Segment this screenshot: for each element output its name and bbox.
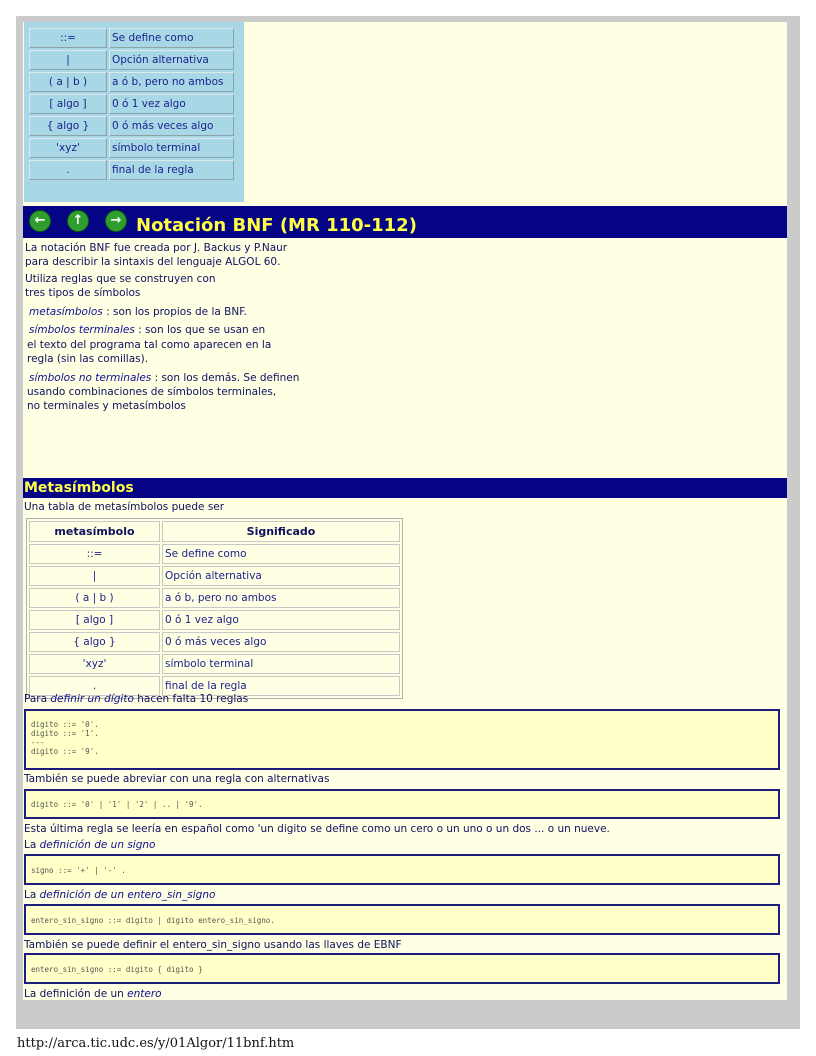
reading-text: Esta última regla se leería en español como 'un digito se define como un cero o un uno o un dos ... o un nueve. xyxy=(24,823,610,835)
document-page xyxy=(23,22,787,1000)
table-header-row: metasímbolo Significado xyxy=(29,521,400,542)
code-block-ebnf: entero_sin_signo ::= digito { digito } xyxy=(24,953,780,984)
intro-line-1: La notación BNF fue creada por J. Backus y P.Naur xyxy=(25,242,288,254)
metasymbol-table xyxy=(26,518,403,699)
page-title: Notación BNF (MR 110-112) xyxy=(136,215,417,236)
arrow-right-icon[interactable]: → xyxy=(105,210,127,232)
code-block-digit-rules: digito ::= '0'. digito ::= '1'. --- digito ::= '9'. xyxy=(24,709,780,770)
intro-line-4: tres tipos de símbolos xyxy=(25,287,141,299)
terminal-definition-line-3: regla (sin las comillas). xyxy=(27,353,149,365)
section-title: Metasímbolos xyxy=(24,480,134,496)
metasymbol-summary-table xyxy=(27,26,236,182)
table-row: ::= Se define como xyxy=(29,28,234,48)
unsigned-int-intro: La definición de un entero_sin_signo xyxy=(24,889,216,901)
arrow-left-icon[interactable]: ← xyxy=(29,210,51,232)
sign-intro: La definición de un signo xyxy=(24,839,156,851)
abbrev-text: También se puede abreviar con una regla con alternativas xyxy=(24,773,330,785)
code-block-digit-alternatives: digito ::= '0' | '1' | '2' | .. | '9'. xyxy=(24,789,780,819)
table-row: { algo } 0 ó más veces algo xyxy=(29,632,400,652)
table-row: ::= Se define como xyxy=(29,544,400,564)
table-row: | Opción alternativa xyxy=(29,566,400,586)
table-row: ( a | b ) a ó b, pero no ambos xyxy=(29,588,400,608)
table-row: [ algo ] 0 ó 1 vez algo xyxy=(29,610,400,630)
table-row: { algo } 0 ó más veces algo xyxy=(29,116,234,136)
nonterminal-definition-line-2: usando combinaciones de símbolos terminales, xyxy=(27,386,277,398)
nonterminal-definition-line-3: no terminales y metasímbolos xyxy=(27,400,186,412)
metasymbols-definition: metasímbolos : son los propios de la BNF. xyxy=(29,306,247,318)
integer-intro: La definición de un entero xyxy=(24,988,162,1000)
code-block-unsigned-int: entero_sin_signo ::= digito | digito entero_sin_signo. xyxy=(24,904,780,935)
section-header-metasimbolos xyxy=(23,478,787,498)
terminal-definition-line-2: el texto del programa tal como aparecen en la xyxy=(27,339,272,351)
nonterminal-definition-line-1: símbolos no terminales : son los demás. Se definen xyxy=(29,372,300,384)
source-url: http://arca.tic.udc.es/y/01Algor/11bnf.htm xyxy=(17,1036,295,1051)
table-row: . final de la regla xyxy=(29,160,234,180)
table-row: 'xyz' símbolo terminal xyxy=(29,654,400,674)
arrow-up-icon[interactable]: ↑ xyxy=(67,210,89,232)
section-header-notacion-bnf xyxy=(23,206,787,238)
intro-line-3: Utiliza reglas que se construyen con xyxy=(25,273,216,285)
table-intro: Una tabla de metasímbolos puede ser xyxy=(24,501,225,513)
table-row: [ algo ] 0 ó 1 vez algo xyxy=(29,94,234,114)
table-row: 'xyz' símbolo terminal xyxy=(29,138,234,158)
metasymbol-summary-box xyxy=(24,22,244,202)
table-row: . final de la regla xyxy=(29,676,400,696)
table-row: | Opción alternativa xyxy=(29,50,234,70)
table-row: ( a | b ) a ó b, pero no ambos xyxy=(29,72,234,92)
digit-intro: Para definir un dígito hacen falta 10 reglas xyxy=(24,693,249,705)
code-block-sign: signo ::= '+' | '-' . xyxy=(24,854,780,885)
terminal-definition-line-1: símbolos terminales : son los que se usan en xyxy=(29,324,266,336)
ebnf-text: También se puede definir el entero_sin_signo usando las llaves de EBNF xyxy=(24,939,402,951)
intro-line-2: para describir la sintaxis del lenguaje ALGOL 60. xyxy=(25,256,281,268)
